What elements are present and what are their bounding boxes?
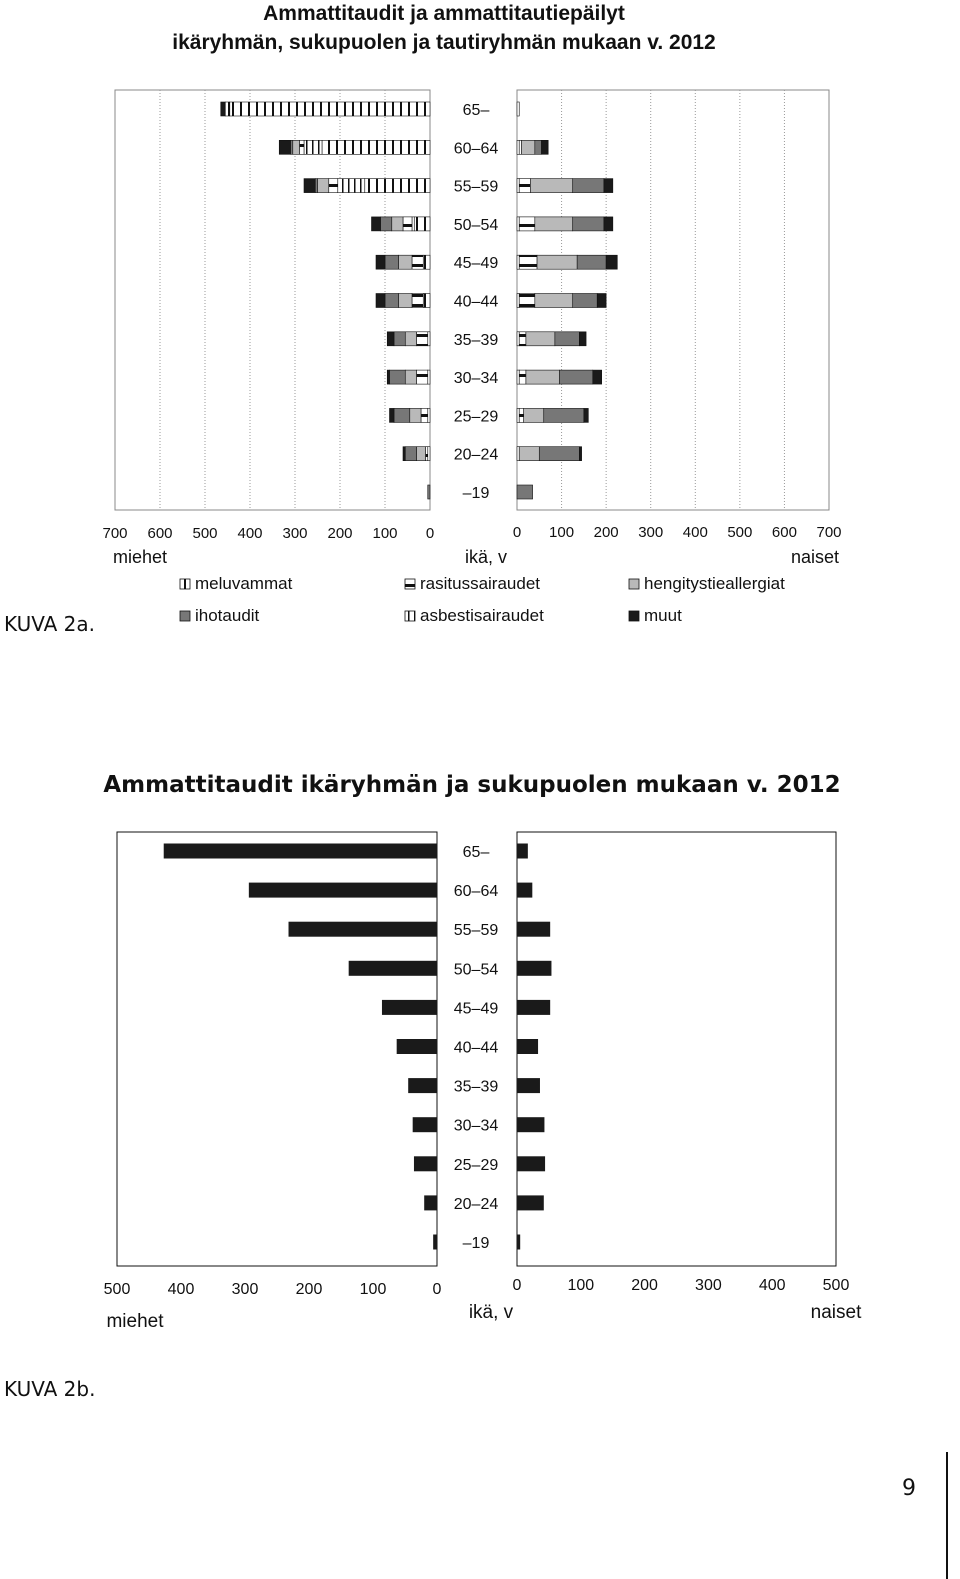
bar-men bbox=[249, 883, 437, 898]
page-margin-rule bbox=[946, 1452, 948, 1579]
bar-men-meluvammat bbox=[230, 102, 430, 116]
bar-men-rasitussairaudet bbox=[417, 370, 428, 384]
bar-men bbox=[349, 961, 437, 976]
bar-women-meluvammat bbox=[517, 408, 519, 422]
bar-men-asbestisairaudet bbox=[225, 102, 230, 116]
age-group-label: 45–49 bbox=[453, 1000, 499, 1018]
bar-men-muut bbox=[387, 370, 389, 384]
bar-women bbox=[517, 1235, 520, 1250]
x-tick-label-men: 400 bbox=[237, 525, 263, 542]
bar-women-hengitystieallergiat bbox=[535, 294, 573, 308]
bar-women-meluvammat bbox=[517, 370, 519, 384]
legend-label-ihotaudit: ihotaudit bbox=[195, 606, 260, 625]
plot-frame-women bbox=[517, 832, 836, 1266]
bar-women-rasitussairaudet bbox=[519, 370, 526, 384]
bar-women-ihotaudit bbox=[577, 255, 606, 269]
bar-men-rasitussairaudet bbox=[329, 179, 338, 193]
age-group-label: 35–39 bbox=[453, 1078, 499, 1096]
bar-women-ihotaudit bbox=[573, 294, 598, 308]
bar-men bbox=[414, 1156, 437, 1171]
figure-caption-2b: KUVA 2b. bbox=[4, 1377, 96, 1401]
bar-men-muut bbox=[304, 179, 315, 193]
x-tick-label-women: 100 bbox=[549, 524, 575, 541]
x-tick-label-men: 100 bbox=[359, 1281, 387, 1298]
bar-men-ihotaudit bbox=[394, 332, 405, 346]
bar-women-rasitussairaudet bbox=[519, 255, 537, 269]
bar-women-muut bbox=[584, 408, 588, 422]
x-tick-label-women: 700 bbox=[816, 524, 842, 541]
axis-label-men: miehet bbox=[106, 1311, 164, 1330]
bar-women-muut bbox=[542, 140, 549, 154]
bar-women-hengitystieallergiat bbox=[526, 332, 555, 346]
bar-women-ihotaudit bbox=[517, 485, 533, 499]
bar-men-muut bbox=[403, 447, 405, 461]
bar-women-muut bbox=[604, 179, 613, 193]
axis-label-center: ikä, v bbox=[464, 547, 508, 567]
bar-men-hengitystieallergiat bbox=[392, 217, 403, 231]
bar-men-rasitussairaudet bbox=[403, 217, 412, 231]
bar-men-meluvammat bbox=[414, 217, 430, 231]
bar-men-ihotaudit bbox=[390, 370, 406, 384]
bar-men-rasitussairaudet bbox=[412, 294, 423, 308]
bar-men-hengitystieallergiat bbox=[417, 447, 426, 461]
bar-women-muut bbox=[597, 294, 606, 308]
age-group-label: 20–24 bbox=[453, 1195, 499, 1213]
bar-men bbox=[433, 1235, 437, 1250]
bar-men-hengitystieallergiat bbox=[405, 370, 416, 384]
age-group-label: –19 bbox=[462, 1235, 490, 1252]
age-group-label: 55–59 bbox=[453, 178, 499, 196]
page-number: 9 bbox=[902, 1476, 916, 1501]
bar-men-meluvammat bbox=[428, 332, 430, 346]
age-group-label: 40–44 bbox=[453, 293, 499, 311]
x-tick-label-women: 500 bbox=[822, 1277, 850, 1294]
bar-men-hengitystieallergiat bbox=[293, 140, 300, 154]
bar-men-hengitystieallergiat bbox=[399, 255, 413, 269]
x-tick-label-men: 100 bbox=[372, 525, 398, 542]
bar-women bbox=[517, 1039, 538, 1054]
bar-men bbox=[289, 922, 437, 937]
bar-women-hengitystieallergiat bbox=[535, 217, 573, 231]
bar-women bbox=[517, 1195, 544, 1210]
bar-women-meluvammat bbox=[517, 140, 519, 154]
bar-women bbox=[517, 844, 528, 859]
bar-women-ihotaudit bbox=[535, 140, 542, 154]
bar-men bbox=[382, 1000, 437, 1015]
bar-men-ihotaudit bbox=[291, 140, 293, 154]
bar-men-ihotaudit bbox=[394, 408, 410, 422]
legend-label-muut: muut bbox=[644, 606, 682, 625]
x-tick-label-women: 300 bbox=[638, 524, 664, 541]
bar-women-muut bbox=[593, 370, 602, 384]
x-tick-label-men: 500 bbox=[103, 1281, 131, 1298]
bar-women-rasitussairaudet bbox=[519, 217, 535, 231]
bar-women-hengitystieallergiat bbox=[526, 370, 559, 384]
legend-swatch-rasitussairaudet bbox=[405, 579, 415, 589]
bar-women bbox=[517, 1156, 545, 1171]
axis-label-center: ikä, v bbox=[468, 1302, 514, 1323]
bar-women-muut bbox=[579, 447, 581, 461]
bar-women-ihotaudit bbox=[573, 179, 604, 193]
bar-women bbox=[517, 1117, 544, 1132]
age-group-label: 65– bbox=[462, 102, 490, 119]
legend-swatch-hengitystieallergiat bbox=[629, 579, 639, 589]
bar-men-asbestisairaudet bbox=[338, 179, 365, 193]
bar-men-muut bbox=[279, 140, 290, 154]
legend-label-hengitystieallergiat: hengitystieallergiat bbox=[644, 574, 785, 593]
x-tick-label-women: 300 bbox=[695, 1277, 722, 1294]
bar-women-hengitystieallergiat bbox=[530, 179, 572, 193]
bar-men bbox=[424, 1195, 437, 1210]
x-tick-label-men: 500 bbox=[192, 525, 218, 542]
legend-label-rasitussairaudet: rasitussairaudet bbox=[420, 574, 541, 593]
age-group-label: –19 bbox=[462, 485, 490, 502]
x-tick-label-men: 200 bbox=[295, 1281, 323, 1298]
bar-men-hengitystieallergiat bbox=[318, 179, 329, 193]
bar-men-meluvammat bbox=[423, 255, 430, 269]
x-tick-label-women: 0 bbox=[512, 1277, 522, 1294]
x-tick-label-women: 400 bbox=[758, 1277, 786, 1294]
x-tick-label-women: 400 bbox=[682, 524, 708, 541]
bar-men-muut bbox=[387, 332, 394, 346]
x-tick-label-women: 100 bbox=[567, 1277, 595, 1294]
bar-women-ihotaudit bbox=[559, 370, 592, 384]
axis-label-women: naiset bbox=[810, 1302, 862, 1323]
x-tick-label-men: 600 bbox=[147, 525, 173, 542]
x-tick-label-women: 600 bbox=[771, 524, 797, 541]
x-tick-label-men: 0 bbox=[432, 1281, 442, 1298]
legend-swatch-meluvammat bbox=[180, 579, 190, 589]
bar-women-meluvammat bbox=[517, 255, 519, 269]
bar-men bbox=[408, 1078, 437, 1093]
bar-women-asbestisairaudet bbox=[519, 140, 521, 154]
bar-women bbox=[517, 961, 551, 976]
legend-swatch-ihotaudit bbox=[180, 611, 190, 621]
bar-women-ihotaudit bbox=[555, 332, 580, 346]
bar-men-hengitystieallergiat bbox=[399, 294, 413, 308]
bar-women bbox=[517, 1000, 550, 1015]
age-group-label: 50–54 bbox=[453, 216, 499, 234]
legend-label-asbestisairaudet: asbestisairaudet bbox=[420, 606, 544, 625]
bar-men-muut bbox=[221, 102, 226, 116]
age-group-label: 30–34 bbox=[453, 370, 499, 388]
age-group-label: 30–34 bbox=[453, 1117, 499, 1135]
x-tick-label-men: 300 bbox=[231, 1281, 259, 1298]
bar-men-rasitussairaudet bbox=[421, 408, 428, 422]
bar-men-meluvammat bbox=[428, 447, 430, 461]
x-tick-label-women: 500 bbox=[727, 524, 753, 541]
age-group-label: 60–64 bbox=[453, 883, 499, 901]
bar-women-meluvammat bbox=[517, 294, 519, 308]
bar-women-muut bbox=[604, 217, 613, 231]
x-tick-label-women: 200 bbox=[631, 1277, 658, 1294]
bar-men-muut bbox=[376, 255, 385, 269]
bar-women-rasitussairaudet bbox=[519, 332, 526, 346]
bar-women-ihotaudit bbox=[573, 217, 604, 231]
legend-swatch-asbestisairaudet bbox=[405, 611, 415, 621]
bar-men-ihotaudit bbox=[385, 255, 399, 269]
age-group-label: 65– bbox=[462, 844, 490, 861]
bar-women-hengitystieallergiat bbox=[524, 408, 544, 422]
bar-men-rasitussairaudet bbox=[300, 140, 305, 154]
bar-women-meluvammat bbox=[517, 217, 519, 231]
bar-men-meluvammat bbox=[365, 179, 430, 193]
bar-men-ihotaudit bbox=[385, 294, 399, 308]
bar-women-meluvammat bbox=[517, 447, 519, 461]
bar-men-meluvammat bbox=[428, 408, 430, 422]
age-group-label: 25–29 bbox=[453, 408, 499, 426]
bar-women bbox=[517, 922, 550, 937]
bar-men-meluvammat bbox=[428, 370, 430, 384]
x-tick-label-women: 0 bbox=[512, 524, 522, 541]
age-group-label: 60–64 bbox=[453, 140, 499, 158]
age-group-label: 25–29 bbox=[453, 1156, 499, 1174]
bar-women-meluvammat bbox=[517, 332, 519, 346]
age-group-label: 20–24 bbox=[453, 446, 499, 464]
legend-label-meluvammat: meluvammat bbox=[195, 574, 293, 593]
bar-women-hengitystieallergiat bbox=[521, 140, 534, 154]
bar-men-rasitussairaudet bbox=[426, 447, 428, 461]
bar-women-rasitussairaudet bbox=[519, 408, 523, 422]
bar-men bbox=[397, 1039, 437, 1054]
age-group-label: 50–54 bbox=[453, 961, 499, 979]
bar-men-rasitussairaudet bbox=[417, 332, 428, 346]
figure-caption-2a: KUVA 2a. bbox=[4, 612, 95, 636]
bar-women-ihotaudit bbox=[544, 408, 584, 422]
bar-women-muut bbox=[579, 332, 586, 346]
legend-swatch-muut bbox=[629, 611, 639, 621]
bar-men-ihotaudit bbox=[381, 217, 392, 231]
bar-women bbox=[517, 1078, 540, 1093]
bar-women-rasitussairaudet bbox=[519, 179, 530, 193]
bar-men bbox=[164, 844, 437, 859]
bar-men-muut bbox=[372, 217, 381, 231]
chart-title: Ammattitaudit ikäryhmän ja sukupuolen mukaan v. 2012 bbox=[103, 772, 841, 798]
bar-men-ihotaudit bbox=[315, 179, 317, 193]
bar-men-rasitussairaudet bbox=[412, 255, 423, 269]
x-tick-label-men: 200 bbox=[327, 525, 353, 542]
age-group-label: 35–39 bbox=[453, 331, 499, 349]
bar-men-muut bbox=[376, 294, 385, 308]
bar-men-hengitystieallergiat bbox=[405, 332, 416, 346]
age-group-label: 45–49 bbox=[453, 255, 499, 273]
age-group-label: 55–59 bbox=[453, 922, 499, 940]
bar-women-meluvammat bbox=[517, 102, 519, 116]
x-tick-label-women: 200 bbox=[593, 524, 619, 541]
bar-women-meluvammat bbox=[517, 179, 519, 193]
bar-women-hengitystieallergiat bbox=[519, 447, 539, 461]
x-tick-label-men: 400 bbox=[167, 1281, 195, 1298]
chart-2b bbox=[0, 770, 960, 1330]
bar-men-asbestisairaudet bbox=[304, 140, 322, 154]
axis-label-men: miehet bbox=[112, 547, 168, 567]
bar-men-hengitystieallergiat bbox=[410, 408, 421, 422]
bar-women-rasitussairaudet bbox=[519, 294, 535, 308]
bar-women-hengitystieallergiat bbox=[537, 255, 577, 269]
bar-men-meluvammat bbox=[423, 294, 430, 308]
bar-women-ihotaudit bbox=[539, 447, 579, 461]
x-tick-label-men: 300 bbox=[282, 525, 308, 542]
chart-title-line1: Ammattitaudit ja ammattitautiepäilyt bbox=[263, 2, 625, 25]
axis-label-women: naiset bbox=[790, 547, 840, 567]
x-tick-label-men: 0 bbox=[425, 525, 435, 542]
chart-2a bbox=[0, 0, 960, 660]
chart-title-line2: ikäryhmän, sukupuolen ja tautiryhmän mukaan v. 2012 bbox=[172, 31, 716, 54]
x-tick-label-men: 700 bbox=[102, 525, 128, 542]
bar-women bbox=[517, 883, 532, 898]
bar-men-muut bbox=[390, 408, 395, 422]
bar-women-muut bbox=[606, 255, 617, 269]
bar-men-asbestisairaudet bbox=[412, 217, 414, 231]
bar-men bbox=[413, 1117, 437, 1132]
age-group-label: 40–44 bbox=[453, 1039, 499, 1057]
bar-men-meluvammat bbox=[322, 140, 430, 154]
bar-men-ihotaudit bbox=[428, 485, 430, 499]
bar-men-ihotaudit bbox=[405, 447, 416, 461]
